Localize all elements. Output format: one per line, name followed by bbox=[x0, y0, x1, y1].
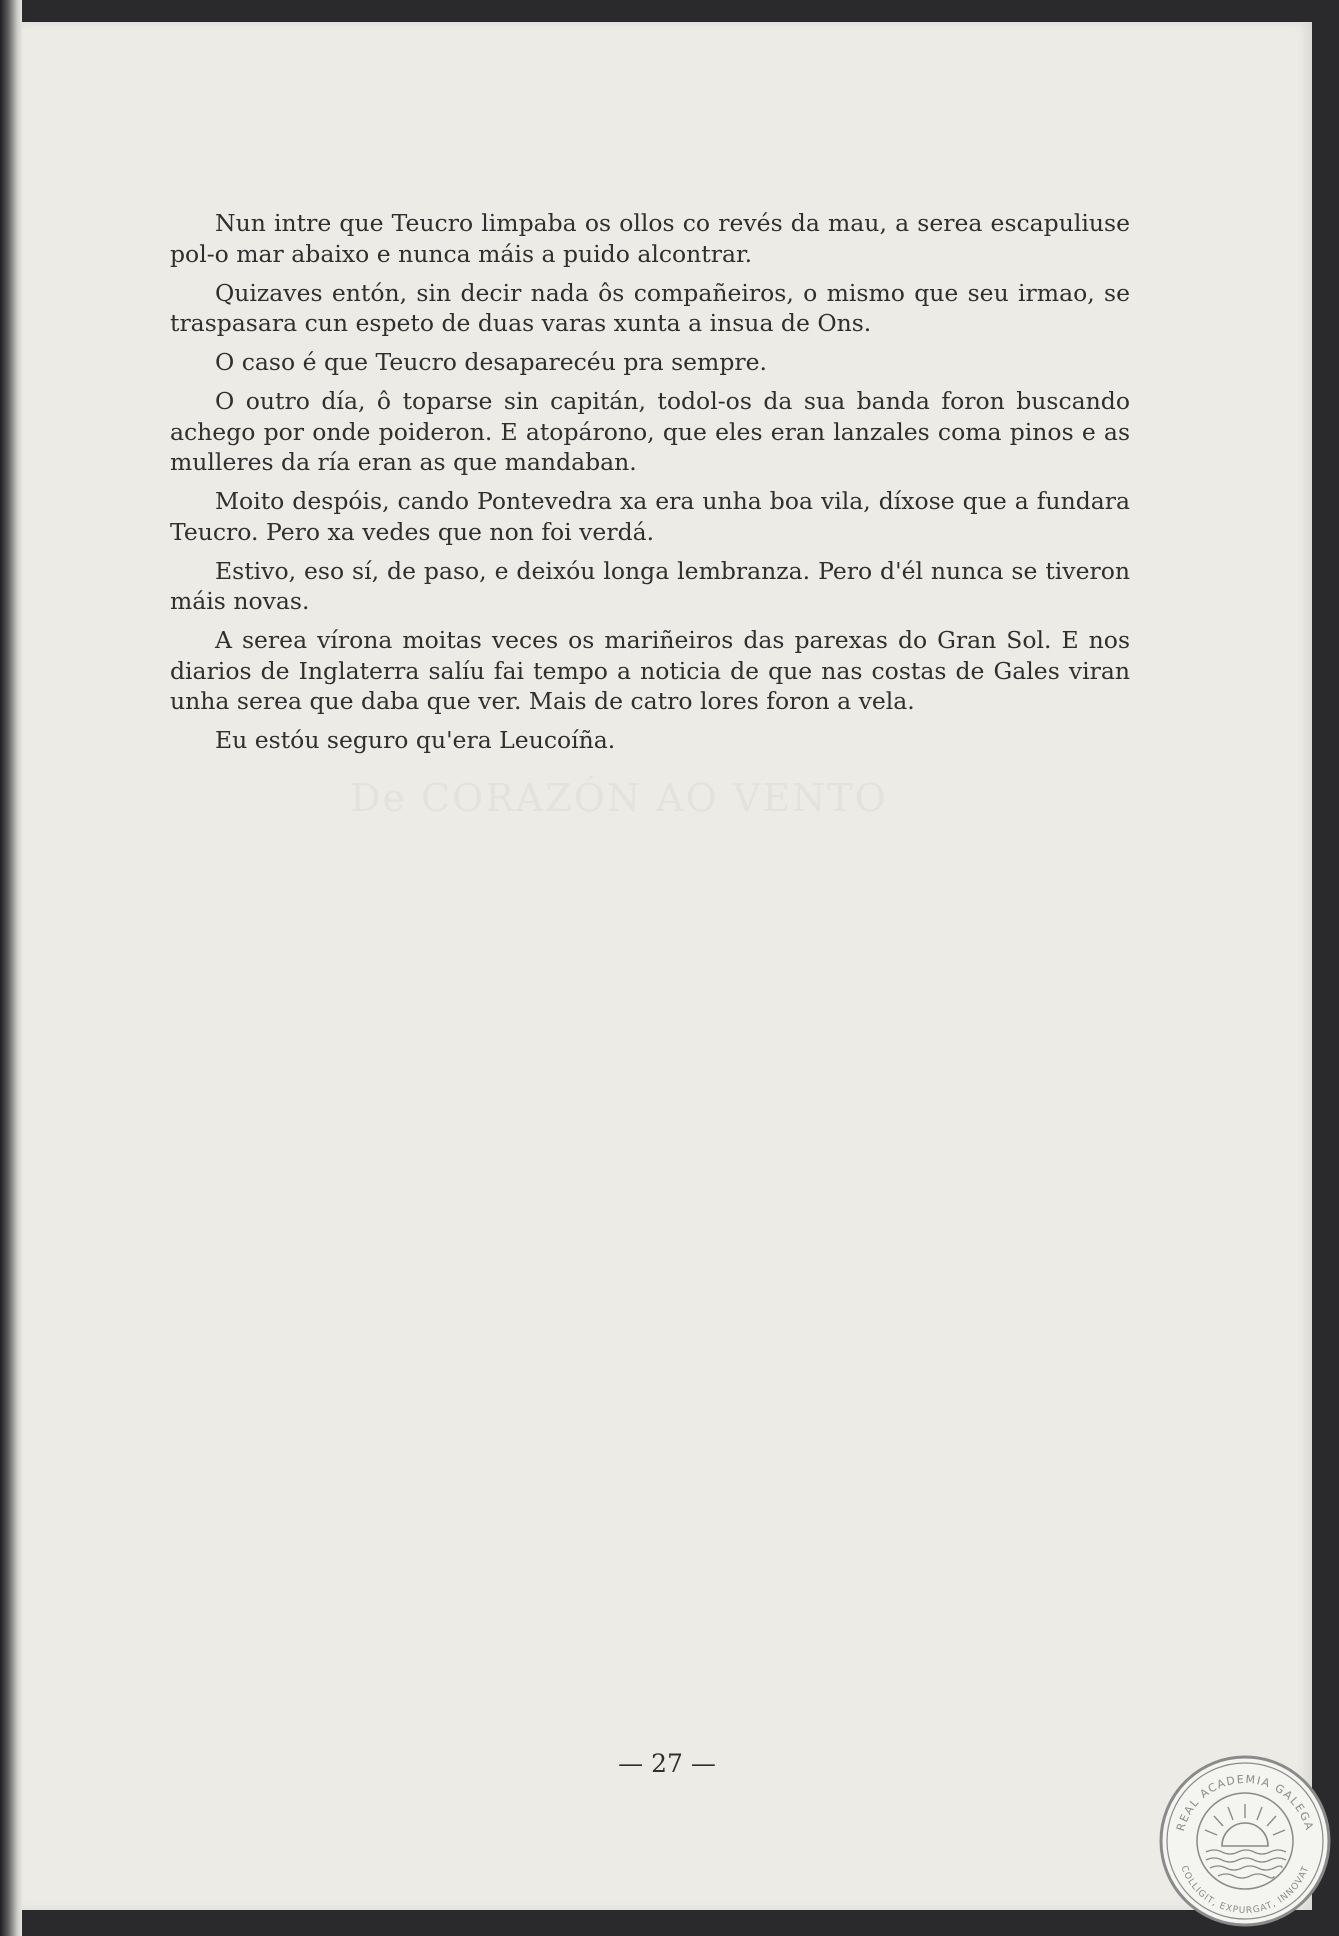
body-text bbox=[170, 208, 1130, 764]
paragraph-4: O outro día, ô toparse sin capitán, todol-os da sua banda foron buscando achego por onde poideron. E atopárono, que eles eran lanzales coma pinos e as mulleres da ría eran as que mandaban. bbox=[170, 387, 1130, 476]
paragraph-5: Moito despóis, cando Pontevedra xa era unha boa vila, díxose que a fundara Teucro. Pero xa vedes que non foi verdá. bbox=[170, 487, 1130, 546]
paragraph-8: Eu estóu seguro qu'era Leucoíña. bbox=[215, 726, 616, 754]
paragraph-2: Quizaves entón, sin decir nada ôs compañeiros, o mismo que seu irmao, se traspasara cun espeto de duas varas xunta a insua de Ons. bbox=[170, 278, 1130, 337]
paragraph-3: O caso é que Teucro desaparecéu pra sempre. bbox=[215, 348, 767, 376]
book-page bbox=[22, 22, 1312, 1910]
svg-text:REAL ACADEMIA GALEGA: REAL ACADEMIA GALEGA bbox=[1173, 1772, 1317, 1833]
paragraph-1: Nun intre que Teucro limpaba os ollos co revés da mau, a serea escapuliuse pol-o mar abaixo e nunca máis a puido alcontrar. bbox=[170, 209, 1130, 268]
bleed-through-heading: De CORAZÓN AO VENTO bbox=[350, 776, 888, 820]
paragraph-7: A serea vírona moitas veces os mariñeiros das parexas do Gran Sol. E nos diarios de Inglaterra salíu fai tempo a noticia de que nas costas de Gales viran unha serea que daba que ver. Mais de catro lores foron a vela. bbox=[170, 626, 1130, 715]
book-spine-edge bbox=[0, 0, 22, 1936]
academy-seal-icon bbox=[1158, 1754, 1332, 1928]
paragraph-6: Estivo, eso sí, de paso, e deixóu longa lembranza. Pero d'él nunca se tiveron máis novas. bbox=[170, 556, 1130, 615]
svg-text:COLLIGIT, EXPURGAT, INNOVAT: COLLIGIT, EXPURGAT, INNOVAT bbox=[1178, 1864, 1312, 1917]
page-number: — 27 — bbox=[618, 1749, 716, 1778]
